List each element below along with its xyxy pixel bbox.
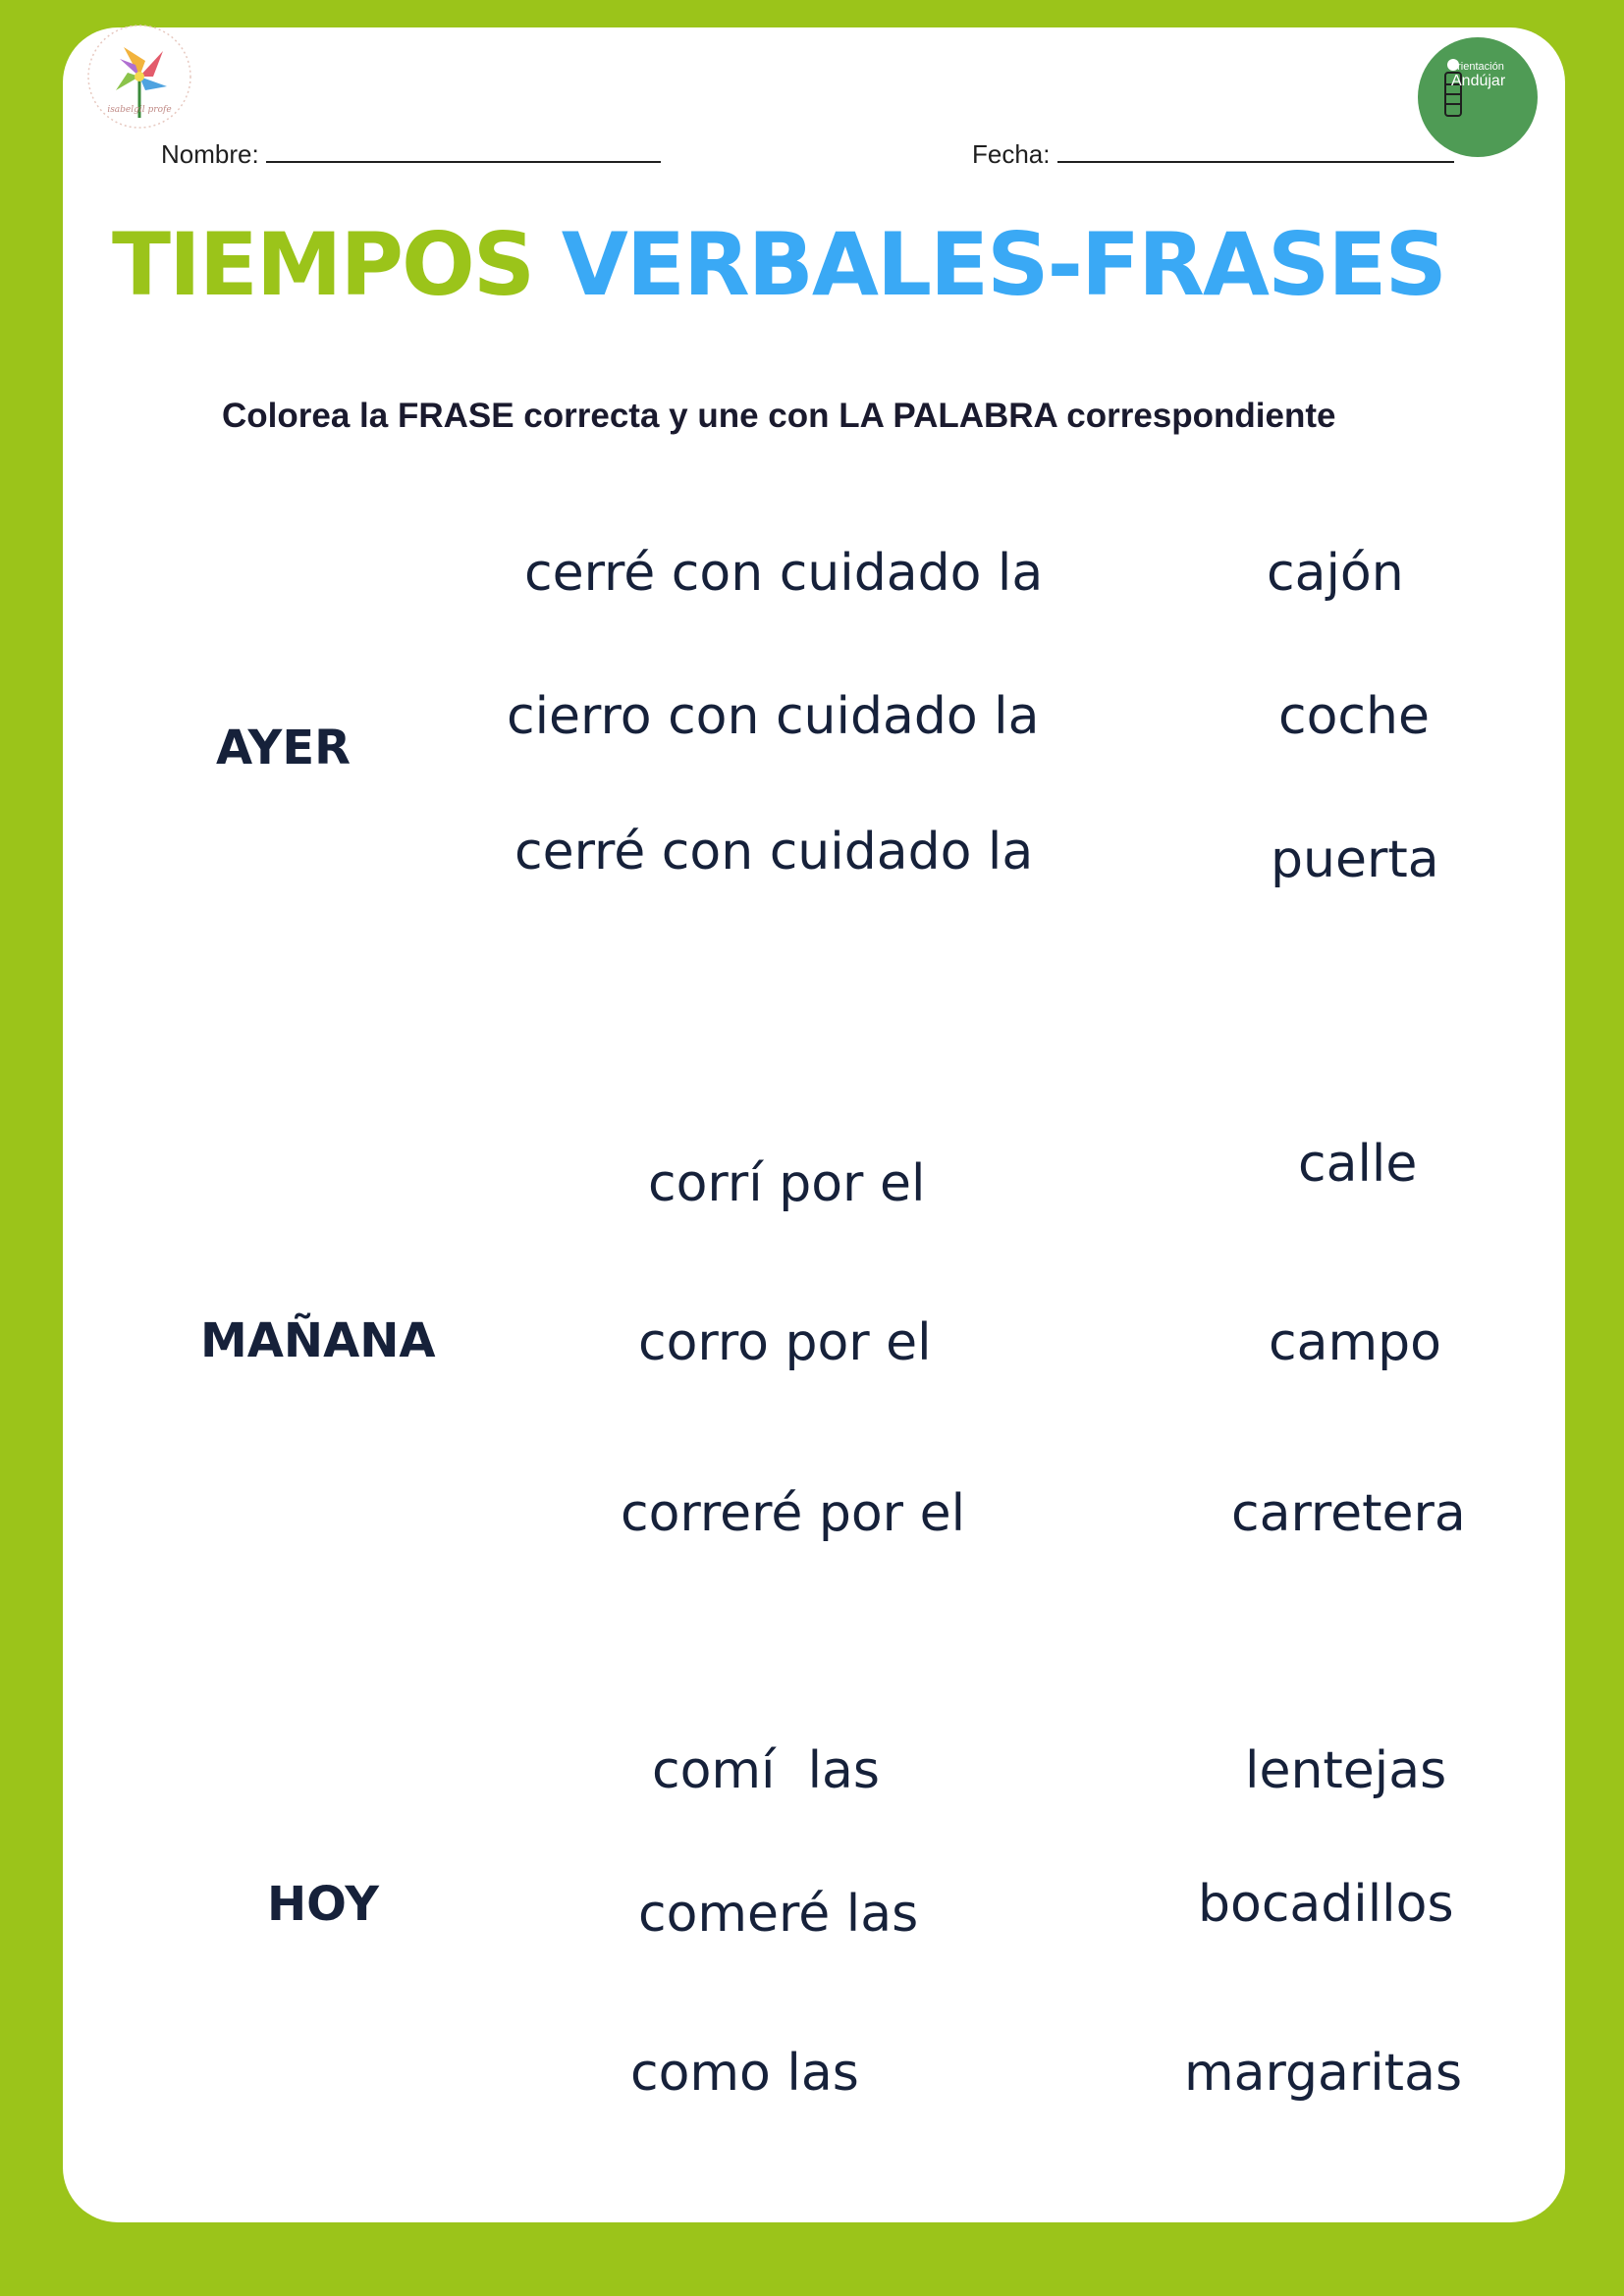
logo-right-small-text: orientación	[1451, 61, 1504, 73]
word-option[interactable]: lentejas	[1245, 1741, 1447, 1800]
word-option[interactable]: coche	[1278, 687, 1430, 746]
word-option[interactable]: puerta	[1271, 830, 1439, 889]
date-label: Fecha:	[972, 139, 1051, 169]
time-label-hoy: HOY	[267, 1877, 380, 1932]
name-label: Nombre:	[161, 139, 259, 169]
phrase-option[interactable]: cierro con cuidado la	[507, 687, 1040, 746]
word-option[interactable]: carretera	[1231, 1484, 1466, 1543]
author-logo	[84, 22, 194, 132]
phrase-option[interactable]: comí las	[652, 1741, 880, 1800]
phrase-option[interactable]: corrí por el	[648, 1154, 926, 1213]
page-title	[112, 214, 1445, 315]
title-part-green: TIEMPOS	[112, 214, 562, 315]
time-label-ayer: AYER	[216, 721, 352, 775]
word-option[interactable]: campo	[1269, 1313, 1441, 1372]
word-option[interactable]: cajón	[1267, 544, 1404, 603]
word-option[interactable]: margaritas	[1184, 2044, 1463, 2103]
word-option[interactable]: bocadillos	[1198, 1875, 1454, 1934]
date-field[interactable]	[972, 139, 1454, 170]
phrase-option[interactable]: correré por el	[621, 1484, 966, 1543]
phrase-option[interactable]: como las	[630, 2044, 859, 2103]
title-part-blue: VERBALES-FRASES	[561, 214, 1445, 315]
phrase-option[interactable]: cerré con cuidado la	[524, 544, 1044, 603]
time-label-manana: MAÑANA	[200, 1313, 436, 1368]
phrase-option[interactable]: corro por el	[638, 1313, 932, 1372]
instruction-text: Colorea la FRASE correcta y une con LA PALABRA correspondiente	[222, 397, 1336, 435]
logo-right-big-text: Andújar	[1451, 73, 1506, 89]
date-blank-line[interactable]	[1057, 139, 1454, 163]
name-field[interactable]	[161, 139, 661, 170]
phrase-option[interactable]: comeré las	[638, 1885, 919, 1944]
name-blank-line[interactable]	[266, 139, 661, 163]
phrase-option[interactable]: cerré con cuidado la	[514, 823, 1034, 881]
word-option[interactable]: calle	[1298, 1135, 1418, 1194]
logo-left-text: isabelgil profe	[107, 105, 172, 115]
